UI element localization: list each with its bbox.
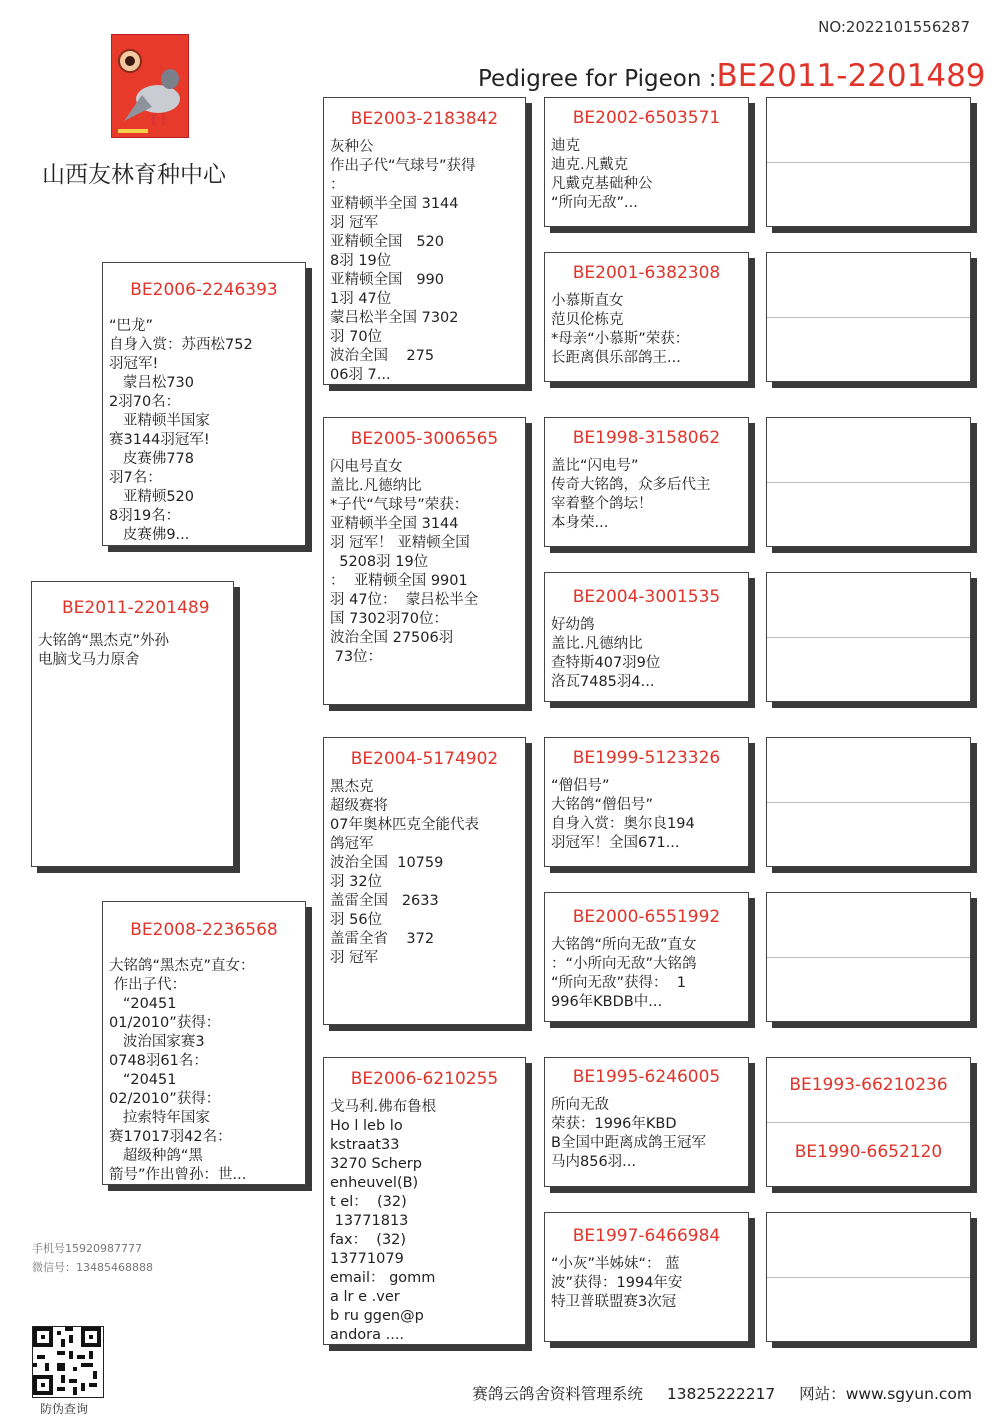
sire-ring-number: BE2006-2246393 — [130, 280, 278, 300]
pedigree-title — [478, 58, 986, 94]
footer-system-name: 赛鸽云鸽舍资料管理系统 — [472, 1385, 643, 1403]
title-prefix: Pedigree for Pigeon : — [478, 66, 717, 92]
gen3-description: 戈马利.佛布鲁根 Ho l leb lo kstraat33 3270 Scherp enheuvel(B) t el： (32) 13771813 fax： (32) 13771079 email： gomm a lr e .ver b ru ggen@p andora .... — [330, 1099, 437, 1343]
loft-logo — [111, 34, 189, 138]
gen4-description: 迪克 迪克.凡戴克 凡戴克基础种公 “所向无敌”... — [551, 138, 653, 211]
gen4-box — [544, 737, 749, 867]
footer — [472, 1382, 972, 1404]
gen5-divider — [767, 162, 970, 163]
gen5-box — [766, 737, 971, 867]
gen5-box — [766, 1057, 971, 1187]
gen5-divider — [767, 1122, 970, 1123]
gen4-box — [544, 417, 749, 547]
gen4-ring-number: BE1995-6246005 — [572, 1067, 721, 1087]
loft-wechat: 微信号：13485468888 — [32, 1261, 153, 1274]
gen4-ring-number: BE2004-3001535 — [572, 587, 721, 607]
gen5-divider — [767, 317, 970, 318]
gen5-box — [766, 1212, 971, 1342]
gen3-box — [323, 417, 526, 705]
gen4-box — [544, 892, 749, 1022]
gen3-ring-number: BE2004-5174902 — [350, 749, 499, 769]
gen3-description: 灰种公 作出子代“气球号”获得 ： 亚精顿半全国 3144 羽 冠军 亚精顿全国 520 8羽 19位 亚精顿全国 990 1羽 47位 蒙吕松半全国 7302 羽 70位 波治全国 275 06羽 7... — [330, 139, 476, 383]
gen4-box — [544, 252, 749, 382]
gen5-box — [766, 417, 971, 547]
gen3-description: 闪电号直女 盖比.凡德纳比 *子代“气球号”荣获： 亚精顿半全国 3144 羽 冠军！ 亚精顿全国 5208羽 19位 ： 亚精顿全国 9901 羽 47位： 蒙吕松半全 国 7302羽70位： 波治全国 27506羽 73位： — [330, 459, 479, 665]
gen3-ring-number: BE2006-6210255 — [350, 1069, 499, 1089]
footer-phone: 13825222217 — [666, 1385, 776, 1403]
gen5-box — [766, 572, 971, 702]
gen3-description: 黑杰克 超级赛将 07年奥林匹克全能代表 鸽冠军 波治全国 10759 羽 32位 盖雷全国 2633 羽 56位 盖雷全省 372 羽 冠军 — [330, 779, 479, 966]
gen5-ring-number-bottom: BE1990-6652120 — [794, 1142, 943, 1162]
sire-description: “巴龙” 自身入赏：苏西松752 羽冠军! 蒙吕松730 2羽70名： 亚精顿半国家 赛3144羽冠军! 皮赛佛778 羽7名： 亚精顿520 8羽19名： 皮赛佛9... — [109, 318, 253, 542]
gen5-box — [766, 97, 971, 227]
qr-code-label: 防伪查询 — [40, 1402, 89, 1416]
gen4-description: 小慕斯直女 范贝伦栋克 *母亲“小慕斯”荣获： 长距离俱乐部鸽王... — [551, 293, 690, 366]
gen5-divider — [767, 957, 970, 958]
footer-website-link[interactable]: www.sgyun.com — [845, 1385, 972, 1403]
anti-counterfeit-qr-code[interactable] — [32, 1326, 104, 1398]
gen3-ring-number: BE2005-3006565 — [350, 429, 499, 449]
gen5-divider — [767, 482, 970, 483]
gen5-box — [766, 892, 971, 1022]
gen3-box — [323, 1057, 526, 1345]
document-number: NO:2022101556287 — [818, 18, 970, 36]
gen4-box — [544, 572, 749, 702]
gen4-description: “小灰”半姊妹“： 蓝 波”获得：1994年安 特卫普联盟赛3次冠 — [551, 1256, 683, 1310]
gen3-ring-number: BE2003-2183842 — [350, 109, 499, 129]
gen5-divider — [767, 1277, 970, 1278]
footer-website-label: 网站： — [799, 1385, 846, 1403]
gen4-ring-number: BE2002-6503571 — [572, 108, 721, 128]
gen4-box — [544, 1212, 749, 1342]
gen5-box — [766, 252, 971, 382]
dam-box — [102, 901, 306, 1185]
title-ring-number: BE2011-2201489 — [716, 58, 986, 94]
gen4-box — [544, 97, 749, 227]
gen5-ring-number-top: BE1993-66210236 — [789, 1075, 948, 1095]
gen4-description: 所向无敌 荣获：1996年KBD B全国中距离成鸽王冠军 马内856羽... — [551, 1097, 706, 1170]
dam-ring-number: BE2008-2236568 — [130, 920, 278, 940]
gen4-ring-number: BE2000-6551992 — [572, 907, 721, 927]
gen4-ring-number: BE1998-3158062 — [572, 428, 721, 448]
loft-phone: 手机号15920987777 — [32, 1242, 142, 1255]
qr-code-icon — [33, 1327, 101, 1395]
gen4-box — [544, 1057, 749, 1187]
gen4-description: “僧侣号” 大铭鸽“僧侣号” 自身入赏：奥尔良194 羽冠军！全国671... — [551, 778, 695, 851]
gen4-ring-number: BE1999-5123326 — [572, 748, 721, 768]
gen5-divider — [767, 637, 970, 638]
gen4-description: 盖比“闪电号” 传奇大铭鸽，众多后代主 宰着整个鸽坛！ 本身荣... — [551, 458, 711, 531]
gen4-ring-number: BE1997-6466984 — [572, 1226, 721, 1246]
subject-box — [31, 581, 234, 867]
pigeon-logo-image — [112, 35, 188, 137]
gen5-divider — [767, 802, 970, 803]
gen3-box — [323, 737, 526, 1025]
sire-box — [102, 262, 306, 546]
gen4-ring-number: BE2001-6382308 — [572, 263, 721, 283]
gen4-description: 大铭鸽“所向无敌”直女 ：“小所向无敌”大铭鸽 “所向无敌”获得： 1 996年KBDB中... — [551, 937, 697, 1010]
subject-description: 大铭鸽“黑杰克”外孙 电脑戈马力原舍 — [38, 633, 170, 668]
gen4-description: 好幼鸽 盖比.凡德纳比 查特斯407羽9位 洛瓦7485羽4... — [551, 617, 661, 690]
subject-ring-number: BE2011-2201489 — [62, 598, 210, 618]
gen3-box — [323, 97, 526, 385]
dam-description: 大铭鸽“黑杰克”直女： 作出子代： “20451 01/2010”获得： 波治国家赛3 0748羽61名： “20451 02/2010”获得： 拉索特年国家 赛17017羽42名： 超级种鸽“黑 箭号”作出曾孙：世... — [109, 958, 255, 1182]
loft-name: 山西友林育种中心 — [42, 162, 226, 188]
